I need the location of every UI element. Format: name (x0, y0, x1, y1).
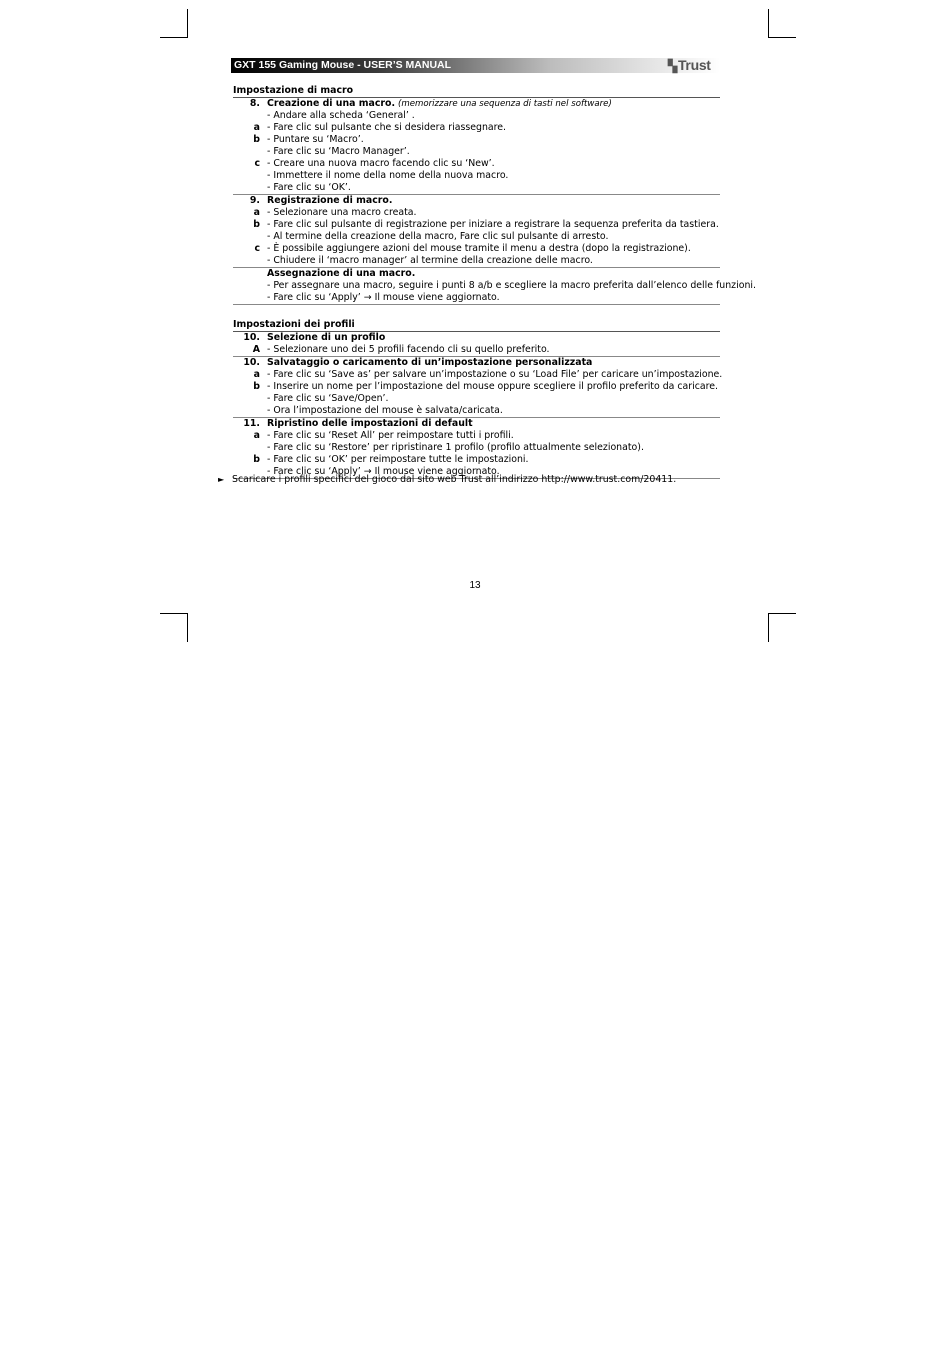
block-heading-row (233, 418, 720, 430)
trust-logo-icon: ▚ (668, 59, 677, 73)
crop-mark (187, 613, 188, 642)
instruction-block (233, 357, 723, 418)
step-label: a (253, 207, 260, 218)
block-heading: Ripristino delle impostazioni di default (267, 418, 473, 429)
instruction-line (233, 170, 720, 182)
block-heading: Registrazione di macro. (267, 195, 393, 206)
step-label: b (253, 219, 260, 230)
instruction-text: - Fare clic su ‘Reset All’ per reimpostare tutti i profili. (267, 430, 514, 441)
instruction-text: - Fare clic su ‘Apply’ → Il mouse viene aggiornato. (267, 292, 500, 303)
instruction-line (233, 122, 720, 134)
instruction-text: - Fare clic su ‘Restore’ per ripristinare 1 profilo (profilo attualmente selezionato). (267, 442, 644, 453)
instruction-text: - Andare alla scheda ‘General’ . (267, 110, 415, 121)
instruction-block (233, 418, 720, 479)
section-title: Impostazioni dei profili (233, 318, 720, 332)
instruction-text: - Fare clic su ‘OK’ per reimpostare tutte le impostazioni. (267, 454, 529, 465)
instruction-text: - Ora l’impostazione del mouse è salvata/caricata. (267, 405, 503, 416)
step-label: c (254, 243, 260, 254)
block-heading-row (233, 98, 720, 110)
instruction-line (233, 207, 720, 219)
instruction-line (233, 280, 756, 292)
block-heading-row (233, 268, 720, 280)
instruction-line (233, 369, 723, 381)
page-number: 13 (469, 580, 481, 591)
instruction-line (233, 255, 720, 267)
instruction-text: - Fare clic su ‘Macro Manager’. (267, 146, 410, 157)
instruction-line (233, 454, 720, 466)
instruction-text: - Chiudere il ‘macro manager’ al termine della creazione delle macro. (267, 255, 593, 266)
instruction-line (233, 231, 720, 243)
instruction-text: - Fare clic su ‘Save/Open’. (267, 393, 389, 404)
step-label: b (253, 454, 260, 465)
crop-mark (187, 9, 188, 37)
instruction-text: - Selezionare una macro creata. (267, 207, 417, 218)
instruction-text: - Fare clic su ‘OK’. (267, 182, 351, 193)
crop-mark (768, 9, 769, 37)
step-label: a (253, 369, 260, 380)
instruction-text: - Fare clic su ‘Save as’ per salvare un’impostazione o su ‘Load File’ per caricare un’impostazione. (267, 369, 723, 380)
step-label: b (253, 381, 260, 392)
crop-mark (160, 613, 188, 614)
instruction-text: - Fare clic sul pulsante che si desidera riassegnare. (267, 122, 507, 133)
block-heading-row (233, 332, 720, 344)
block-heading: Creazione di una macro. (267, 98, 395, 109)
crop-mark (768, 613, 796, 614)
instruction-line (233, 134, 720, 146)
instruction-text: - Fare clic sul pulsante di registrazione per iniziare a registrare la sequenza preferita da tastiera. (267, 219, 719, 230)
step-number: 10. (243, 332, 260, 343)
instruction-text: - Immettere il nome della nome della nuova macro. (267, 170, 509, 181)
step-number: 11. (243, 418, 260, 429)
instruction-line (233, 158, 720, 170)
step-label: a (253, 430, 260, 441)
block-heading-row (233, 357, 720, 369)
step-number: 10. (243, 357, 260, 368)
manual-content (233, 84, 756, 479)
instruction-text: - È possibile aggiungere azioni del mouse tramite il menu a destra (dopo la registrazione). (267, 243, 691, 254)
trust-logo (668, 57, 711, 73)
trust-logo-text: Trust (677, 57, 711, 73)
instruction-block (233, 332, 720, 357)
instruction-line (233, 110, 720, 122)
manual-title: GXT 155 Gaming Mouse - USER’S MANUAL (234, 59, 452, 71)
instruction-line (233, 146, 720, 158)
block-heading: Selezione di un profilo (267, 332, 386, 343)
section-gap (233, 305, 720, 318)
instruction-line (233, 430, 720, 442)
instruction-line (233, 292, 720, 304)
step-number: 9. (249, 195, 260, 206)
instruction-line (233, 219, 720, 231)
instruction-text: - Puntare su ‘Macro’. (267, 134, 364, 145)
instruction-line (233, 182, 720, 194)
section-title: Impostazione di macro (233, 84, 720, 98)
block-note: (memorizzare una sequenza di tasti nel software) (397, 99, 612, 109)
instruction-text: - Inserire un nome per l’impostazione del mouse oppure scegliere il profilo preferito da caricare. (267, 381, 719, 392)
crop-mark (160, 37, 188, 38)
instruction-text: - Al termine della creazione della macro, Fare clic sul pulsante di arresto. (267, 231, 609, 242)
instruction-block (233, 268, 756, 305)
block-heading: Salvataggio o caricamento di un’impostazione personalizzata (267, 357, 593, 368)
step-label: c (254, 158, 260, 169)
step-label: A (252, 344, 260, 355)
download-tip (218, 474, 676, 486)
instruction-text: - Fare clic su ‘Apply’ → Il mouse viene aggiornato. (267, 466, 500, 477)
instruction-line (233, 381, 720, 393)
download-tip-text: Scaricare i profili specifici del gioco dal sito web Trust all’indirizzo http://www.trust.com/20411. (232, 474, 677, 485)
step-label: a (253, 122, 260, 133)
instruction-line (233, 243, 720, 255)
step-label: b (253, 134, 260, 145)
instruction-block (233, 195, 720, 268)
instruction-line (233, 405, 720, 417)
step-number: 8. (249, 98, 260, 109)
instruction-text: - Creare una nuova macro facendo clic su ‘New’. (267, 158, 495, 169)
crop-mark (768, 37, 796, 38)
block-heading: Assegnazione di una macro. (267, 268, 416, 279)
arrow-right-icon: ► (218, 475, 225, 484)
block-heading-row (233, 195, 720, 207)
instruction-line (233, 393, 720, 405)
instruction-line (233, 442, 720, 454)
instruction-text: - Per assegnare una macro, seguire i punti 8 a/b e scegliere la macro preferita dall’elenco delle funzioni. (267, 280, 756, 291)
block-heading-wrap (267, 98, 612, 110)
manual-header-bar (231, 58, 720, 73)
instruction-text: - Selezionare uno dei 5 profili facendo cli su quello preferito. (267, 344, 550, 355)
crop-mark (768, 613, 769, 642)
instruction-block (233, 98, 720, 195)
instruction-line (233, 344, 720, 356)
